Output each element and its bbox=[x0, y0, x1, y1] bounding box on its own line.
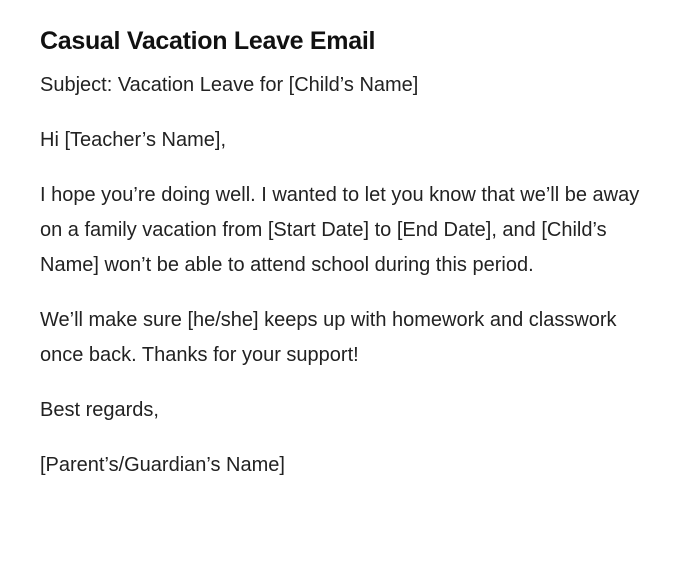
document-title: Casual Vacation Leave Email bbox=[40, 27, 376, 55]
email-closing: Best regards, bbox=[40, 399, 159, 421]
email-body-paragraph-1: I hope you’re doing well. I wanted to let you know that we’ll be away on a family vacation from [Start Date] to [End Date], and [Child’s Name] won’t be able to attend school during this period. bbox=[40, 184, 640, 276]
email-body-paragraph-2: We’ll make sure [he/she] keeps up with homework and classwork once back. Thanks for your support! bbox=[40, 309, 617, 366]
email-signature: [Parent’s/Guardian’s Name] bbox=[40, 454, 285, 476]
email-greeting: Hi [Teacher’s Name], bbox=[40, 129, 226, 151]
email-subject: Subject: Vacation Leave for [Child’s Name] bbox=[40, 74, 419, 96]
